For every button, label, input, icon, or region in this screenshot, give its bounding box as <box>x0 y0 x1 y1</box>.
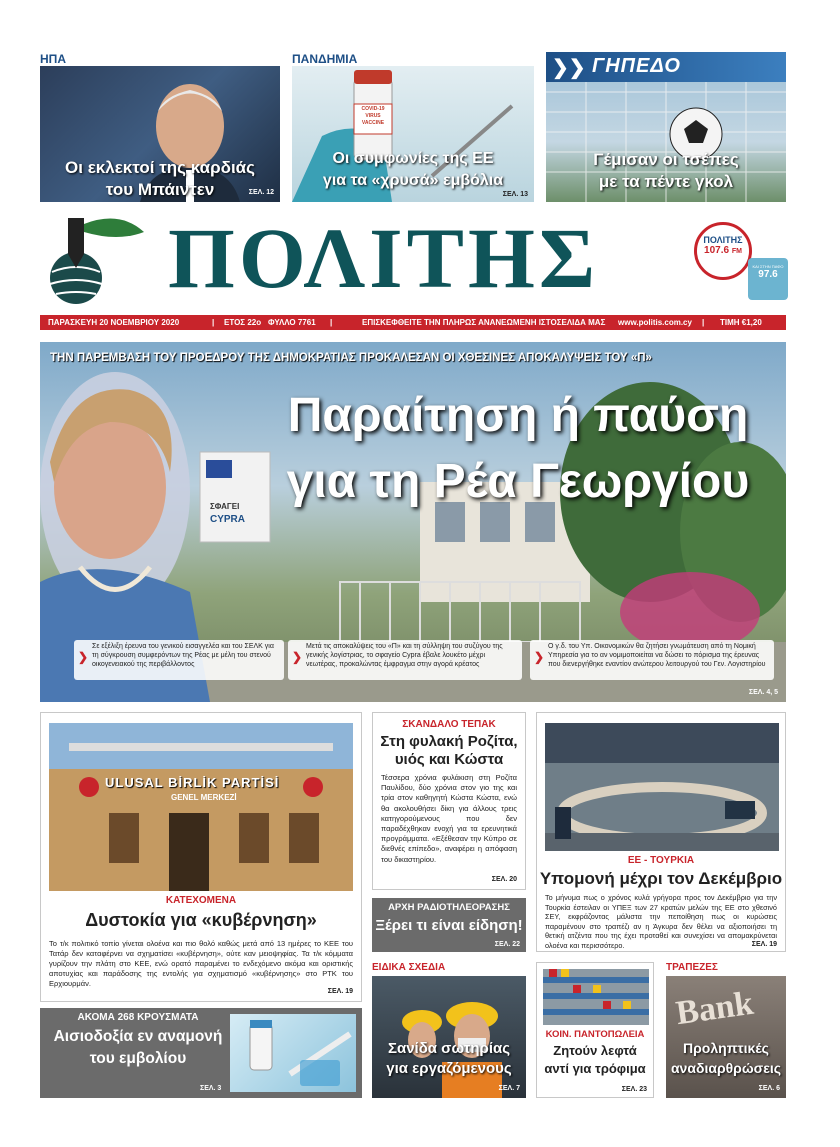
grocery-photo <box>543 969 649 1025</box>
lead-point-3[interactable] <box>530 640 774 680</box>
cases-kicker: ΑΚΟΜΑ 268 ΚΡΟΥΣΜΑΤΑ <box>77 1012 199 1023</box>
workers-page-ref: ΣΕΛ. 7 <box>498 1085 520 1092</box>
vial-label: COVID-19 VIRUS VACCINE <box>361 106 385 126</box>
sports-headline-2: με τα πέντε γκολ <box>598 172 734 191</box>
vaccine-syringe-photo <box>230 1014 356 1092</box>
banks-story[interactable] <box>666 962 786 1098</box>
usa-page-ref: ΣΕΛ. 12 <box>248 189 274 196</box>
section-label-usa: ΗΠΑ <box>40 52 66 66</box>
radio-tv-headline: Ξέρει τι είναι είδηση! <box>375 917 523 934</box>
chevron-right-icon: ❯❯ <box>552 57 586 79</box>
chevron-right-icon: ❯ <box>534 650 545 664</box>
radio-tv-kicker: ΑΡΧΗ ΡΑΔΙΟΤΗΛΕΟΡΑΣΗΣ <box>388 902 510 913</box>
grocery-kicker: ΚΟΙΝ. ΠΑΝΤΟΠΩΛΕΙΑ <box>545 1029 645 1040</box>
occupied-story[interactable] <box>40 712 362 1002</box>
bank-photo <box>666 976 786 1098</box>
masthead <box>40 210 790 310</box>
grocery-headline-2: αντί για τρόφιμα <box>544 1061 646 1076</box>
building-illustration <box>49 723 353 891</box>
usa-headline-1: Οι εκλεκτοί της καρδιάς <box>65 158 255 177</box>
ubp-building-photo <box>49 723 353 891</box>
radio-paphos-badge <box>748 258 788 300</box>
issue-date: ΠΑΡΑΣΚΕΥΗ 20 ΝΟΕΜΒΡΙΟΥ 2020 <box>48 318 180 327</box>
bank-sign: Bank <box>673 984 756 1033</box>
lead-headline-1: Παραίτηση ή παύση <box>287 389 749 442</box>
eu-turkey-story[interactable] <box>536 712 786 952</box>
banks-headline-1: Προληπτικές <box>683 1040 769 1056</box>
cases-headline-1: Αισιοδοξία εν αναμονή <box>53 1028 223 1045</box>
radio-name: ΠΟΛΙΤΗΣ <box>703 235 743 245</box>
covid-cases-story[interactable] <box>40 1008 362 1098</box>
tepak-headline-2: υιός και Κώστα <box>394 751 504 768</box>
tepak-body: Τέσσερα χρόνια φυλάκιση στη Ροζίτα Παυλίδου, δύο χρόνια στον γιο της και τρία στον καθηγητή Κώστα Κώστα, ενώ θα ακολουθήσει δίκη για άλλους τρεις κατηγορούμενους που δεν παραδέχθηκαν ενοχή για τα ερευνητικά προγράμματα. «Εξέθεσαν την Κύπρο σε διεθνές επίπεδο», αναφέρει η απόφαση του δικαστηρίου. <box>381 773 517 864</box>
lead-point-2-text: Μετά τις αποκαλύψεις του «Π» και τη σύλληψη του συζύγου της γενικής λογίστριας, το σφαγείο Cypra έβαλε λουκέτο μέχρι νεωτέρας, προκαλώντας έμφραγμα στην αγορά κρέατος <box>306 643 503 668</box>
lead-headline-2: για τη Ρέα Γεωργίου <box>286 455 750 508</box>
eu-turkey-body: Το μήνυμα πως ο χρόνος κυλά γρήγορα προς τον Δεκέμβριο για την Τουρκία έστειλαν οι ΥΠΕΞ των 27 κρατών μελών της ΕΕ στο χθεσινό ΣΕΥ, εκφράζοντας μάλιστα την πεποίθηση πως οι κυρώσεις παραμένουν στο τραπέζι αν η Άγκυρα δεν θέλει να αξιοποιήσει τη θετική ατζέντα που της έχει προταθεί και συνεχίσει να απομακρύνεται ολοένα και περισσότερο. <box>545 893 777 950</box>
chevron-right-icon: ❯ <box>292 650 303 664</box>
tepak-kicker: ΣΚΑΝΔΑΛΟ ΤΕΠΑΚ <box>402 719 496 730</box>
pandemic-headline-1: Οι συμφωνίες της ΕΕ <box>332 150 494 167</box>
lead-story[interactable] <box>40 342 786 702</box>
visit-website-text: ΕΠΙΣΚΕΦΘΕΙΤΕ ΤΗΝ ΠΛΗΡΩΣ ΑΝΑΝΕΩΜΕΝΗ ΙΣΤΟΣΕΛΙΔΑ ΜΑΣ <box>362 318 606 327</box>
occupied-kicker: ΚΑΤΕΧΟΜΕΝΑ <box>165 895 237 906</box>
top-story-usa[interactable] <box>40 52 280 204</box>
section-label-pandemic: ΠΑΝΔΗΜΙΑ <box>292 52 358 66</box>
radio-frequency-2: 97.6 <box>758 269 778 280</box>
eu-turkey-page-ref: ΣΕΛ. 19 <box>751 941 777 948</box>
radio-frequency: 107.6 <box>704 245 730 256</box>
occupied-headline: Δυστοκία για «κυβέρνηση» <box>85 910 317 930</box>
cases-page-ref: ΣΕΛ. 3 <box>200 1085 222 1092</box>
radio-tv-page-ref: ΣΕΛ. 22 <box>494 941 520 948</box>
radio-tv-story[interactable] <box>372 898 526 952</box>
price: ΤΙΜΗ €1,20 <box>720 318 762 327</box>
biden-photo <box>40 66 280 202</box>
workers-headline-2: για εργαζόμενους <box>386 1060 512 1077</box>
top-story-sports[interactable] <box>546 52 786 204</box>
chevron-right-icon: ❯ <box>78 650 89 664</box>
lead-page-ref: ΣΕΛ. 4, 5 <box>748 689 778 696</box>
workers-story[interactable] <box>372 962 526 1098</box>
tepak-page-ref: ΣΕΛ. 20 <box>491 876 517 883</box>
ubp-sign-2: GENEL MERKEZİ <box>171 793 237 802</box>
radio-unit: FM <box>731 248 742 255</box>
tepak-story[interactable] <box>372 712 526 890</box>
lead-point-3-text: Ο γ.δ. του Υπ. Οικονομικών θα ζητήσει γνωμάτευση από τη Νομική Υπηρεσία για το αν νομιμοποιείται να δώσει το πόρισμα της έρευνας που διενεργήθηκε εναντίον ανώτερου λειτουργού του Γεν. Λογιστηρίου <box>548 643 766 668</box>
ubp-sign-1: ULUSAL BİRLİK PARTİSİ <box>105 775 280 790</box>
radio-logo[interactable] <box>694 222 752 280</box>
pandemic-page-ref: ΣΕΛ. 13 <box>502 191 528 198</box>
syringe-icon <box>230 1014 356 1092</box>
newspaper-title: ΠΟΛΙΤΗΣ <box>168 210 600 306</box>
eu-turkey-kicker: ΕΕ - ΤΟΥΡΚΙΑ <box>627 855 695 866</box>
issue-number: ΦΥΛΛΟ 7761 <box>268 318 316 327</box>
sign-1: ΣΦΑΓΕΙ <box>210 502 240 511</box>
sign-2: CYPRA <box>210 514 246 525</box>
workers-headline-1: Σανίδα σωτηρίας <box>387 1040 511 1057</box>
section-label-workers: ΕΙΔΙΚΑ ΣΧΕΔΙΑ <box>372 962 446 973</box>
radio-small-label: ΚΑΙ ΣΤΗΝ ΠΑΦΟ <box>752 264 784 269</box>
issue-year: ΕΤΟΣ 22ο <box>224 318 262 327</box>
grocery-headline-1: Ζητούν λεφτά <box>553 1043 637 1058</box>
eu-council-photo <box>545 723 779 851</box>
occupied-body: Το τ/κ πολιτικό τοπίο γίνεται ολοένα και πιο θολό καθώς μετά από 13 ημέρες το ΚΕΕ του Τατάρ δεν καταφέρνει να σχηματίσει «κυβέρνηση», ούτε καν μειοψηφίας. Τα τ/κ κόμματα γυρίζουν την πλάτη στο ΚΕΕ, ενώ ορατό παραμένει το ενδεχόμενο ακόμα και οριστικής αποτυχίας και παράδοσης της εντολής για σχηματισμό «κυβέρνησης» στο ΡΤΚ του Ερχιουρμάν. <box>49 939 353 988</box>
banks-page-ref: ΣΕΛ. 6 <box>758 1085 780 1092</box>
workers-photo <box>372 976 526 1098</box>
usa-headline-2: του Μπάιντεν <box>105 180 215 199</box>
eu-turkey-headline: Υπομονή μέχρι τον Δεκέμβριο <box>539 869 783 888</box>
tepak-headline-1: Στη φυλακή Ροζίτα, <box>380 733 518 750</box>
website-link[interactable]: www.politis.com.cy <box>618 318 692 327</box>
council-room-illustration <box>545 723 779 851</box>
workers-illustration <box>372 976 526 1098</box>
grocery-page-ref: ΣΕΛ. 23 <box>621 1086 647 1093</box>
pen-logo-icon <box>40 214 150 308</box>
pandemic-headline-2: για τα «χρυσά» εμβόλια <box>322 172 504 189</box>
banks-headline-2: αναδιαρθρώσεις <box>670 1060 782 1076</box>
vaccine-photo <box>292 66 534 202</box>
top-story-pandemic[interactable] <box>292 52 534 204</box>
football-photo <box>546 52 786 202</box>
section-label-sports: ΓΗΠΕΔΟ <box>592 55 681 77</box>
lead-point-2[interactable] <box>288 640 522 680</box>
lead-point-1-text: Σε εξέλιξη έρευνα του γενικού εισαγγελέα και του ΣΕΛΚ για τη σύγκρουση συμφερόντων της Ρέας με μέλη του στενού οικογενειακού της περιβάλλοντος <box>92 643 274 668</box>
occupied-page-ref: ΣΕΛ. 19 <box>327 988 353 995</box>
grocery-story[interactable] <box>536 962 654 1098</box>
lead-kicker: ΤΗΝ ΠΑΡΕΜΒΑΣΗ ΤΟΥ ΠΡΟΕΔΡΟΥ ΤΗΣ ΔΗΜΟΚΡΑΤΙΑΣ ΠΡΟΚΑΛΕΣΑΝ ΟΙ ΧΘΕΣΙΝΕΣ ΑΠΟΚΑΛΥΨΕΙΣ ΤΟΥ «Π» <box>50 352 652 364</box>
shelves-illustration <box>543 969 649 1025</box>
info-bar: ΠΑΡΑΣΚΕΥΗ 20 ΝΟΕΜΒΡΙΟΥ 2020 | ΕΤΟΣ 22ο ΦΥΛΛΟ 7761 | ΕΠΙΣΚΕΦΘΕΙΤΕ ΤΗΝ ΠΛΗΡΩΣ ΑΝΑΝΕΩΜΕΝΗ ΙΣΤΟΣΕΛΙΔΑ ΜΑΣ www.politis.com.cy | ΤΙΜΗ €1,20 <box>40 315 786 330</box>
sports-headline-1: Γέμισαν οι τσέπες <box>593 150 739 169</box>
section-label-banks: ΤΡΑΠΕΖΕΣ <box>666 962 718 973</box>
cases-headline-2: του εμβολίου <box>89 1050 187 1067</box>
lead-point-1[interactable] <box>74 640 284 680</box>
